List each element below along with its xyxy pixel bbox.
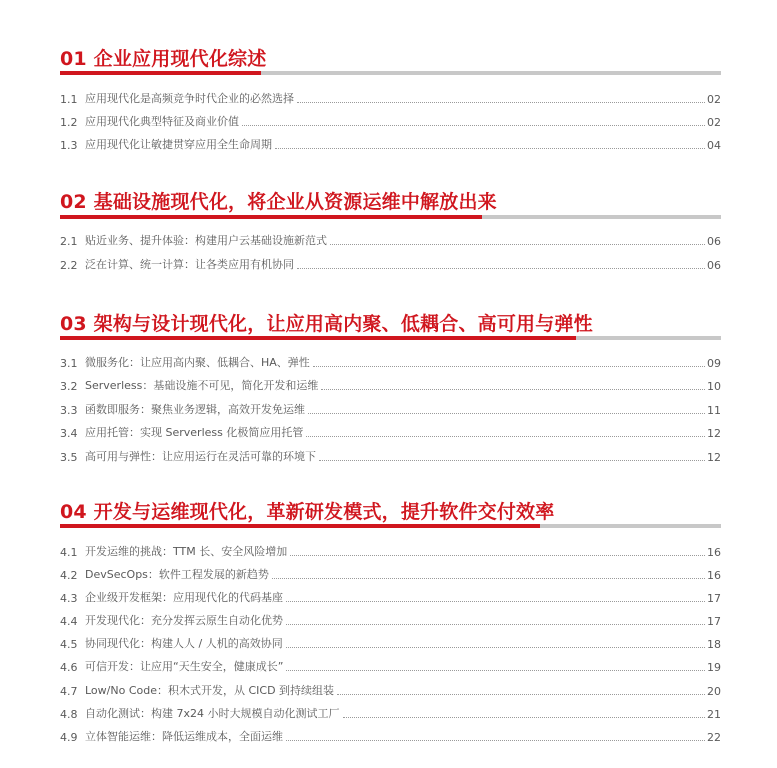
entry-page: 20	[707, 685, 721, 698]
entry-number: 3.4	[60, 427, 78, 440]
entry-page: 09	[707, 357, 721, 370]
entry-number: 1.1	[60, 93, 78, 106]
entry-title: 贴近业务、提升体验：构建用户云基础设施新范式	[85, 234, 327, 247]
entry-page: 06	[707, 259, 721, 272]
entry-number: 3.5	[60, 451, 78, 464]
section-title: 03 架构与设计现代化，让应用高内聚、低耦合、高可用与弹性	[60, 313, 593, 335]
toc-entry[interactable]	[60, 256, 721, 272]
entry-number: 4.3	[60, 592, 78, 605]
section-title: 01 企业应用现代化综述	[60, 48, 267, 70]
entry-page: 12	[707, 451, 721, 464]
dot-leader	[272, 577, 705, 579]
entry-number: 4.9	[60, 731, 78, 744]
entry-page: 17	[707, 615, 721, 628]
entry-title: 开发现代化：充分发挥云原生自动化优势	[85, 614, 283, 627]
entry-number: 4.4	[60, 615, 78, 628]
entry-page: 04	[707, 139, 721, 152]
entry-page: 17	[707, 592, 721, 605]
dot-leader	[337, 693, 705, 695]
entry-title: 微服务化：让应用高内聚、低耦合、HA、弹性	[85, 356, 310, 369]
toc-entry[interactable]	[60, 566, 721, 582]
dot-leader	[330, 243, 705, 245]
entry-number: 4.6	[60, 661, 78, 674]
entry-number: 3.1	[60, 357, 78, 370]
toc-entry[interactable]	[60, 543, 721, 559]
toc-entry[interactable]	[60, 612, 721, 628]
entry-title: 开发运维的挑战：TTM 长、安全风险增加	[85, 545, 288, 558]
entry-page: 16	[707, 569, 721, 582]
toc-entry[interactable]	[60, 354, 721, 370]
entry-page: 10	[707, 380, 721, 393]
entry-title: 立体智能运维：降低运维成本，全面运维	[85, 730, 283, 743]
section-rule-accent	[60, 336, 576, 340]
dot-leader	[286, 600, 705, 602]
toc-entry[interactable]	[60, 424, 721, 440]
toc-entry[interactable]	[60, 658, 721, 674]
entry-number: 1.3	[60, 139, 78, 152]
toc-entry[interactable]	[60, 589, 721, 605]
entry-page: 21	[707, 708, 721, 721]
section-title: 04 开发与运维现代化，革新研发模式，提升软件交付效率	[60, 501, 555, 523]
entry-page: 22	[707, 731, 721, 744]
entry-number: 3.3	[60, 404, 78, 417]
entry-title: 泛在计算、统一计算：让各类应用有机协同	[85, 258, 294, 271]
entry-number: 4.7	[60, 685, 78, 698]
dot-leader	[286, 646, 705, 648]
section-rule-accent	[60, 215, 482, 219]
toc-entry[interactable]	[60, 136, 721, 152]
entry-title: 应用现代化典型特征及商业价值	[85, 115, 239, 128]
toc-entry[interactable]	[60, 90, 721, 106]
toc-entry[interactable]	[60, 113, 721, 129]
dot-leader	[297, 267, 705, 269]
dot-leader	[306, 435, 705, 437]
section-rule-accent	[60, 71, 261, 75]
entry-number: 2.1	[60, 235, 78, 248]
dot-leader	[275, 147, 705, 149]
entry-page: 12	[707, 427, 721, 440]
dot-leader	[297, 101, 705, 103]
entry-title: 函数即服务：聚焦业务逻辑，高效开发免运维	[85, 403, 305, 416]
entry-title: 应用现代化是高频竞争时代企业的必然选择	[85, 92, 294, 105]
entry-page: 06	[707, 235, 721, 248]
dot-leader	[313, 365, 705, 367]
entry-title: 自动化测试：构建 7x24 小时大规模自动化测试工厂	[85, 707, 340, 720]
section-title: 02 基础设施现代化，将企业从资源运维中解放出来	[60, 191, 497, 213]
toc-entry[interactable]	[60, 377, 721, 393]
toc-entry[interactable]	[60, 705, 721, 721]
entry-number: 3.2	[60, 380, 78, 393]
toc-entry[interactable]	[60, 232, 721, 248]
dot-leader	[286, 623, 705, 625]
dot-leader	[321, 388, 705, 390]
dot-leader	[286, 669, 705, 671]
dot-leader	[343, 716, 706, 718]
entry-number: 4.1	[60, 546, 78, 559]
entry-number: 4.8	[60, 708, 78, 721]
entry-page: 16	[707, 546, 721, 559]
entry-number: 1.2	[60, 116, 78, 129]
entry-title: 可信开发：让应用“天生安全，健康成长”	[85, 660, 284, 673]
toc-entry[interactable]	[60, 635, 721, 651]
dot-leader	[308, 412, 705, 414]
section-rule-accent	[60, 524, 540, 528]
entry-page: 02	[707, 116, 721, 129]
entry-number: 2.2	[60, 259, 78, 272]
entry-page: 11	[707, 404, 721, 417]
entry-title: DevSecOps：软件工程发展的新趋势	[85, 568, 269, 581]
entry-title: 高可用与弹性：让应用运行在灵活可靠的环境下	[85, 450, 316, 463]
entry-title: 应用现代化让敏捷贯穿应用全生命周期	[85, 138, 272, 151]
dot-leader	[290, 554, 705, 556]
entry-title: 协同现代化：构建人人 / 人机的高效协同	[85, 637, 283, 650]
entry-number: 4.5	[60, 638, 78, 651]
dot-leader	[242, 124, 705, 126]
toc-entry[interactable]	[60, 682, 721, 698]
toc-entry[interactable]	[60, 448, 721, 464]
entry-title: 企业级开发框架：应用现代化的代码基座	[85, 591, 283, 604]
entry-title: Low/No Code：积木式开发，从 CICD 到持续组装	[85, 684, 335, 697]
entry-page: 19	[707, 661, 721, 674]
entry-title: Serverless：基础设施不可见，简化开发和运维	[85, 379, 319, 392]
dot-leader	[319, 459, 705, 461]
dot-leader	[286, 739, 705, 741]
entry-page: 02	[707, 93, 721, 106]
entry-page: 18	[707, 638, 721, 651]
entry-number: 4.2	[60, 569, 78, 582]
toc-entry[interactable]	[60, 401, 721, 417]
toc-entry[interactable]	[60, 728, 721, 744]
entry-title: 应用托管：实现 Serverless 化极简应用托管	[85, 426, 304, 439]
